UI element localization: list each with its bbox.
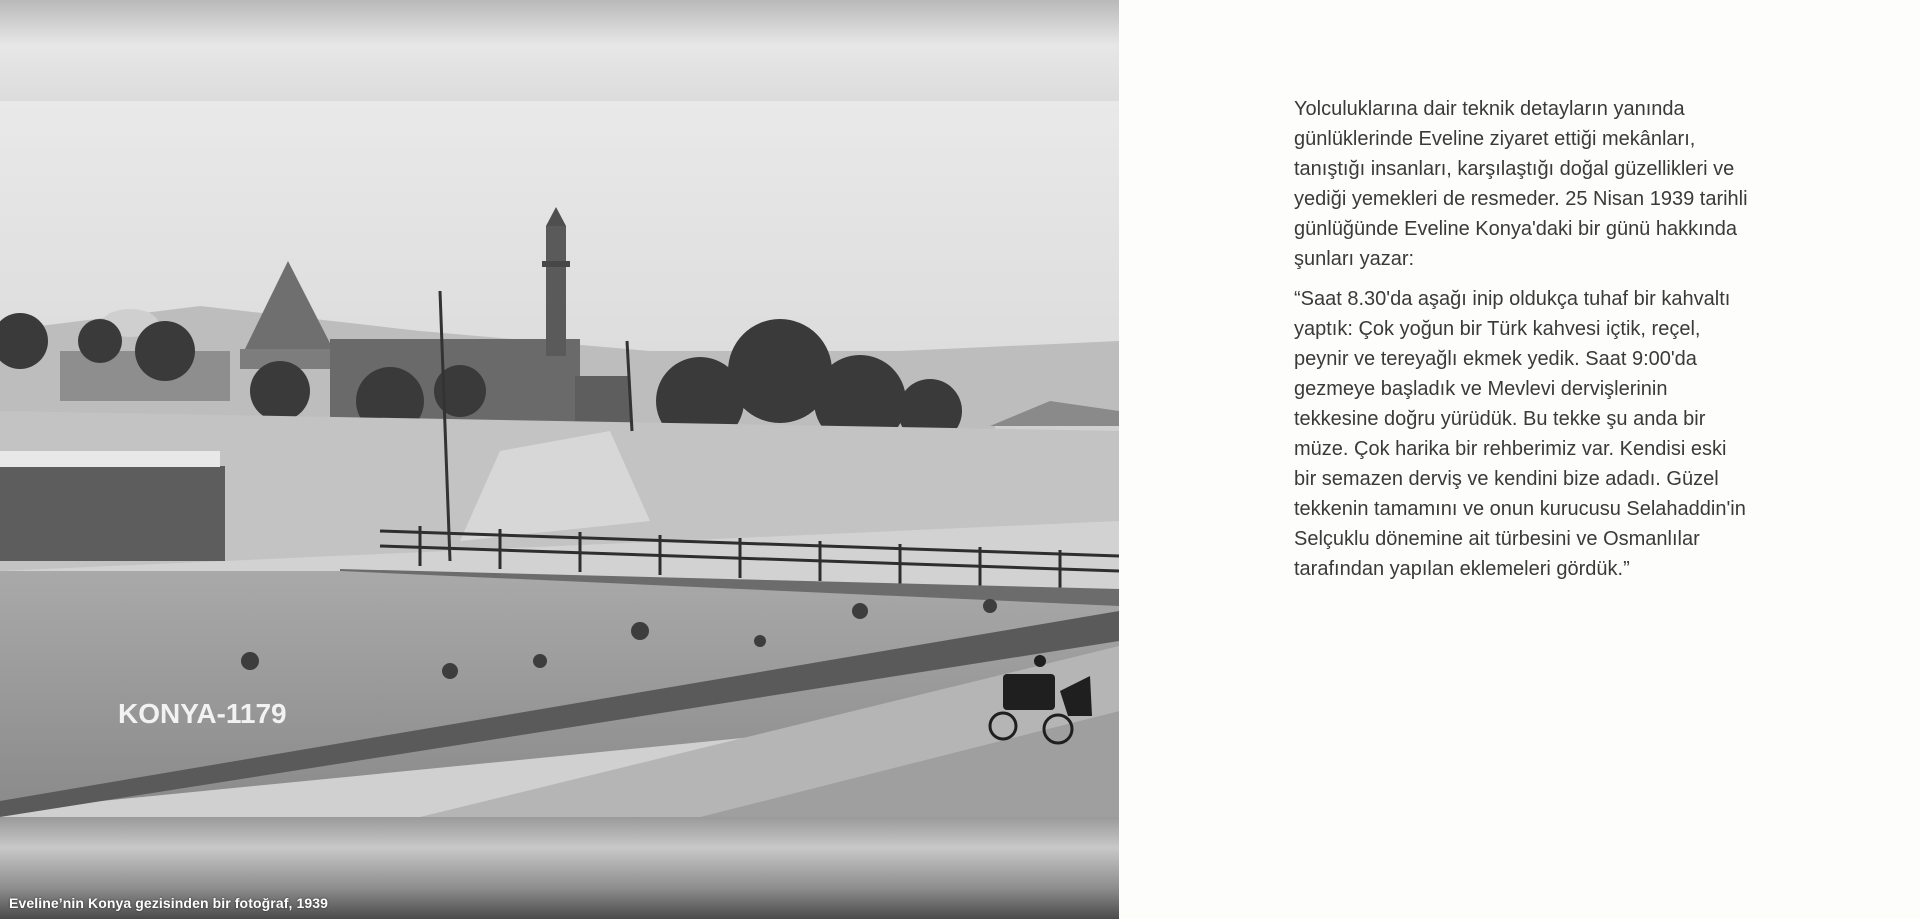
article-quote: “Saat 8.30'da aşağı inip oldukça tuhaf bir kahvaltı yaptık: Çok yoğun bir Türk kahvesi içtik, reçel, peynir ve tereyağlı ekmek yedik. Saat 9:00'da gezmeye başladık ve Mevlevi dervişlerinin tekkesine doğru yürüdük. Bu tekke şu anda bir müze. Çok harika bir rehberimiz var. Kendisi eski bir semazen derviş ve kendini bize adadı. Güzel tekkenin tamamını ve onun kurucusu Selahaddin'in Selçuklu dönemine ait türbesini ve Osmanlılar tarafından yapılan eklemeleri gördük.” (1294, 288, 1746, 580)
konya-photograph (0, 101, 1119, 817)
photo-caption: Eveline’nin Konya gezisinden bir fotoğraf, 1939 (9, 895, 328, 911)
article-paragraph-1: Yolculuklarına dair teknik detayların yanında günlüklerinde Eveline ziyaret ettiği mekânları, tanıştığı insanları, karşılaştığı doğal güzellikleri ve yediği yemekleri de resmeder. 25 Nisan 1939 tarihli günlüğünde Eveline Konya'daki bir günü hakkında şunları yazar: (1294, 98, 1748, 270)
photo-blur-top (0, 0, 1119, 101)
article-text (1294, 94, 1754, 594)
photo-stamp-text: KONYA-1179 (118, 698, 287, 729)
